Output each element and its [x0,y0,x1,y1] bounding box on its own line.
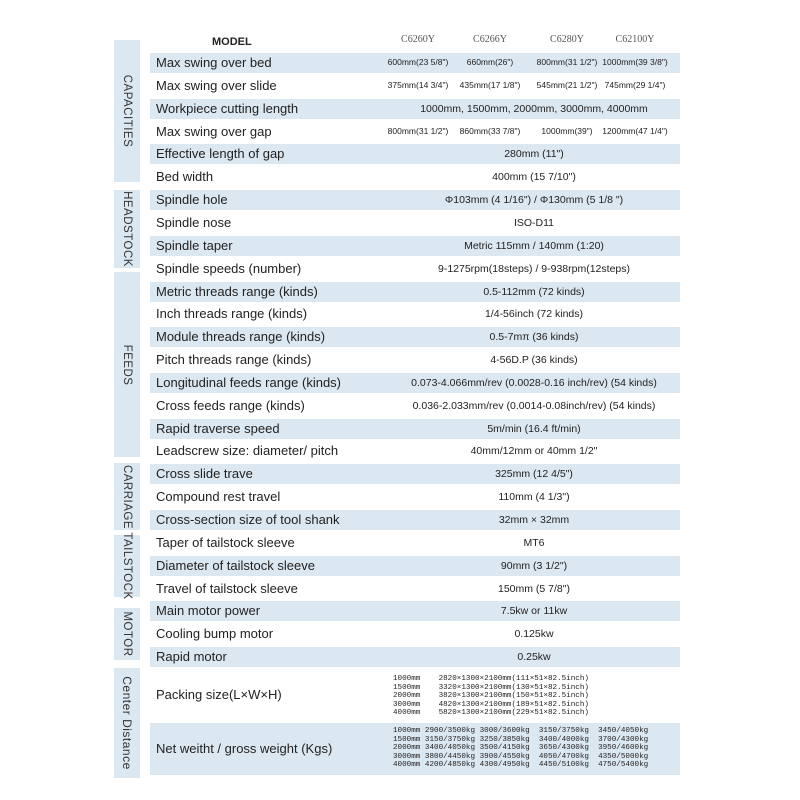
value-line: 1000mm 2900/3500kg 3000/3600kg 3150/3750kg 3450/4050kg [393,727,649,735]
value-line: 4000mm 4200/4850kg 4300/4950kg 4450/5100kg 4750/5400kg [393,761,649,770]
section-label [114,272,140,457]
spec-label: Spindle nose [156,214,232,230]
spec-value: 1000mm(39 3/8") [602,57,668,67]
spec-value: 7.5kw or 11kw [500,605,568,618]
model-column-header: C62100Y [615,34,655,45]
spec-row [150,373,680,393]
spec-label: Effective length of gap [156,146,285,162]
spec-value: 40mm/12mm or 40mm 1/2" [470,445,598,458]
spec-row [150,236,680,256]
spec-value: 1000mm(39") [541,125,593,136]
spec-value: 800mm(31 1/2") [387,125,449,136]
spec-label: Cooling bump motor [156,626,274,642]
spec-value: 375mm(14 3/4") [387,79,449,90]
spec-label: Cross-section size of tool shank [156,512,340,527]
spec-row [150,579,680,599]
spec-row [150,282,680,302]
spec-value: 280mm (11") [504,148,564,161]
value-line: 3000mm 3800/4450kg 3900/4550kg 4050/4700kg 4350/5000kg [393,752,649,761]
spec-label: Rapid traverse speed [156,420,280,436]
spec-value: MT6 [523,536,545,549]
spec-label: Metric threads range (kinds) [156,283,318,299]
spec-row [150,487,680,507]
spec-value: 435mm(17 1/8") [459,79,521,90]
spec-row [150,304,680,324]
section-label [114,190,140,268]
spec-row [150,144,680,164]
spec-label: Travel of tailstock sleeve [156,580,298,596]
spec-value: 745mm(29 1/4") [604,79,666,90]
spec-row [150,122,680,142]
section-label [114,532,140,600]
spec-row [150,53,680,73]
value-line: 1500mm 3150/3750kg 3250/3850kg 3400/4000kg 3700/4300kg [393,735,649,744]
spec-row [150,327,680,347]
spec-value: 1200mm(47 1/4") [602,125,668,136]
spec-value: 110mm (4 1/3") [498,491,570,504]
spec-value: 4-56D.P (36 kinds) [490,354,578,367]
section-title: FEEDS [121,344,133,385]
spec-label: Pitch threads range (kinds) [156,352,312,368]
packing-values [393,675,589,718]
spec-label: Compound rest travel [156,489,281,505]
spec-value: 0.5-112mm (72 kinds) [483,285,585,298]
spec-row [150,419,680,439]
spec-value: 0.125kw [514,628,554,641]
value-line: 2000mm 3400/4050kg 3500/4150kg 3650/4300kg 3950/4600kg [393,744,649,753]
value-line: 4000mm 5820×1300×2100mm(229×51×82.5inch) [393,709,589,718]
spec-row [150,647,680,667]
spec-label: Max swing over slide [156,77,277,93]
model-header: MODEL [212,36,252,48]
section-label [114,40,140,182]
spec-label: Max swing over gap [156,123,272,139]
spec-value: 545mm(21 1/2") [536,79,598,90]
spec-value: Metric 115mm / 140mm (1:20) [464,239,604,252]
spec-label: Inch threads range (kinds) [156,306,308,322]
section-title: CAPACITIES [121,74,133,148]
spec-label: Spindle speeds (number) [156,260,302,276]
spec-label: Longitudinal feeds range (kinds) [156,374,342,390]
spec-value: 32mm × 32mm [498,514,570,526]
spec-value: 325mm (12 4/5") [495,468,573,481]
spec-value: 0.073-4.066mm/rev (0.0028-0.16 inch/rev) (54 kinds) [411,376,657,389]
spec-value: ISO-D11 [513,216,555,229]
weight-row [150,723,680,775]
spec-label: Workpiece cutting length [156,100,299,116]
packing-label: Packing size(L×W×H) [156,687,282,702]
weight-label: Net weitht / gross weight (Kgs) [156,741,333,756]
spec-value: 1000mm, 1500mm, 2000mm, 3000mm, 4000mm [420,102,648,115]
section-title: TAILSTOCK [121,532,133,600]
spec-row [150,624,680,644]
section-label [114,463,140,530]
spec-row [150,167,680,187]
spec-value: 0.25kw [517,651,551,664]
spec-row [150,556,680,576]
spec-label: Cross slide trave [156,466,253,482]
spec-row [150,441,680,461]
spec-row [150,464,680,484]
spec-value: 800mm(31 1/2") [536,57,598,67]
spec-row [150,99,680,119]
spec-row [150,533,680,553]
spec-label: Spindle taper [156,237,233,253]
spec-label: Leadscrew size: diameter/ pitch [156,443,339,459]
spec-label: Max swing over bed [156,55,272,70]
spec-row [150,259,680,279]
model-column-header: C6260Y [401,34,435,45]
value-line: 1500mm 3320×1300×2100mm(130×51×82.5inch) [393,683,589,692]
value-line: 1000mm 2820×1300×2100mm(111×51×82.5inch) [393,675,589,683]
section-title: CARRIAGE [121,464,133,529]
spec-label: Main motor power [156,603,261,619]
spec-label: Cross feeds range (kinds) [156,397,305,413]
spec-row [150,213,680,233]
spec-value: 660mm(26") [466,57,514,67]
spec-value: 90mm (3 1/2") [500,559,568,572]
spec-value: 150mm (5 7/8") [497,582,570,595]
model-column-header: C6266Y [473,34,507,45]
spec-label: Rapid motor [156,649,227,665]
section-title: Center Distance [120,676,134,770]
spec-row [150,510,680,530]
model-column-header: C6280Y [550,34,584,45]
weight-values [393,727,648,770]
spec-value: 1/4-56inch (72 kinds) [484,308,584,321]
spec-value: 0.5-7mπ (36 kinds) [489,331,579,344]
spec-value: 400mm (15 7/10") [492,171,576,184]
spec-label: Module threads range (kinds) [156,329,326,345]
spec-row [150,601,680,621]
section-label [114,608,140,660]
value-line: 3000mm 4820×1300×2100mm(189×51×82.5inch) [393,700,589,709]
section-title: HEADSTOCK [121,191,133,267]
packing-row [150,672,680,718]
spec-row [150,76,680,96]
spec-row [150,190,680,210]
spec-value: Φ103mm (4 1/16") / Φ130mm (5 1/8 ") [444,194,624,207]
value-line: 2000mm 3820×1300×2100mm(150×51×82.5inch) [393,692,589,701]
spec-label: Bed width [156,169,214,185]
section-title: MOTOR [121,611,133,657]
spec-value: 0.036-2.033mm/rev (0.0014-0.08inch/rev) (54 kinds) [412,399,656,412]
spec-label: Diameter of tailstock sleeve [156,557,315,573]
spec-label: Spindle hole [156,192,228,208]
section-label [114,668,140,778]
spec-row [150,396,680,416]
spec-value: 860mm(33 7/8") [459,125,521,136]
spec-value: 9-1275rpm(18steps) / 9-938rpm(12steps) [437,262,630,275]
spec-row [150,350,680,370]
spec-value: 5m/min (16.4 ft/min) [487,422,581,435]
spec-label: Taper of tailstock sleeve [156,534,295,550]
spec-value: 600mm(23 5/8") [387,57,449,67]
